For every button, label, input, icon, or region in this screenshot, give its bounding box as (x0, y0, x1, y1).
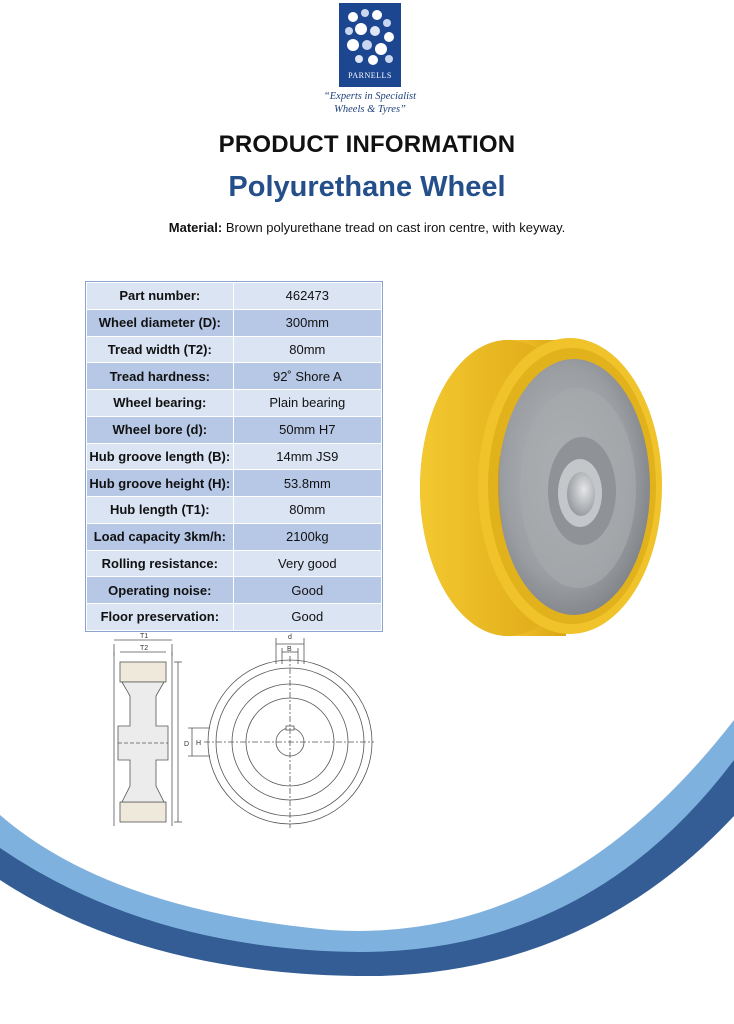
wheel-product-image (418, 336, 664, 638)
spec-value: 300mm (233, 309, 381, 336)
spec-row (87, 470, 382, 497)
label-t2: T2 (140, 645, 149, 652)
spec-key: Hub groove height (H): (87, 470, 234, 497)
spec-key: Tread width (T2): (87, 336, 234, 363)
page-title: PRODUCT INFORMATION (218, 131, 516, 158)
spec-value: 14mm JS9 (233, 443, 381, 470)
spec-key: Part number: (87, 283, 234, 310)
spec-value: Very good (233, 550, 381, 577)
spec-value: 462473 (233, 283, 381, 310)
label-t1: T1 (140, 633, 149, 640)
spec-value: 80mm (233, 336, 381, 363)
company-logo (339, 3, 401, 87)
spec-row (87, 363, 382, 390)
label-h: H (196, 740, 202, 747)
spec-value: 50mm H7 (233, 416, 381, 443)
logo-name: PARNELLS (348, 71, 392, 80)
spec-key: Wheel bearing: (87, 390, 234, 417)
label-d-outer: D (184, 741, 190, 748)
material-text: Brown polyurethane tread on cast iron centre, with keyway. (222, 220, 566, 235)
spec-row (87, 416, 382, 443)
spec-value: 53.8mm (233, 470, 381, 497)
spec-key: Floor preservation: (87, 604, 234, 631)
spec-row (87, 443, 382, 470)
spec-row (87, 390, 382, 417)
tagline-line-2: Wheels & Tyres” (334, 104, 406, 115)
spec-value: Plain bearing (233, 390, 381, 417)
product-name: Polyurethane Wheel (228, 171, 506, 203)
spec-key: Tread hardness: (87, 363, 234, 390)
spec-row (87, 283, 382, 310)
material-label: Material: (168, 220, 223, 235)
spec-row (87, 523, 382, 550)
spec-key: Wheel bore (d): (87, 416, 234, 443)
logo-tagline (300, 90, 440, 116)
tagline-line-1: “Experts in Specialist (323, 91, 417, 102)
label-b: B (287, 646, 292, 653)
spec-key: Load capacity 3km/h: (87, 523, 234, 550)
spec-key: Hub groove length (B): (87, 443, 234, 470)
spec-key: Wheel diameter (D): (87, 309, 234, 336)
spec-table (86, 282, 382, 631)
spec-row (87, 309, 382, 336)
logo-dots-icon (339, 3, 401, 69)
material-line (0, 220, 734, 235)
spec-row (87, 577, 382, 604)
spec-key: Operating noise: (87, 577, 234, 604)
spec-row (87, 497, 382, 524)
spec-key: Rolling resistance: (87, 550, 234, 577)
spec-value: 92˚ Shore A (233, 363, 381, 390)
spec-value: Good (233, 577, 381, 604)
spec-value: 2100kg (233, 523, 381, 550)
spec-key: Hub length (T1): (87, 497, 234, 524)
label-d-bore: d (288, 634, 292, 641)
spec-row (87, 550, 382, 577)
spec-value: 80mm (233, 497, 381, 524)
spec-row (87, 336, 382, 363)
decorative-swoosh (0, 720, 734, 1024)
spec-row (87, 604, 382, 631)
spec-value: Good (233, 604, 381, 631)
